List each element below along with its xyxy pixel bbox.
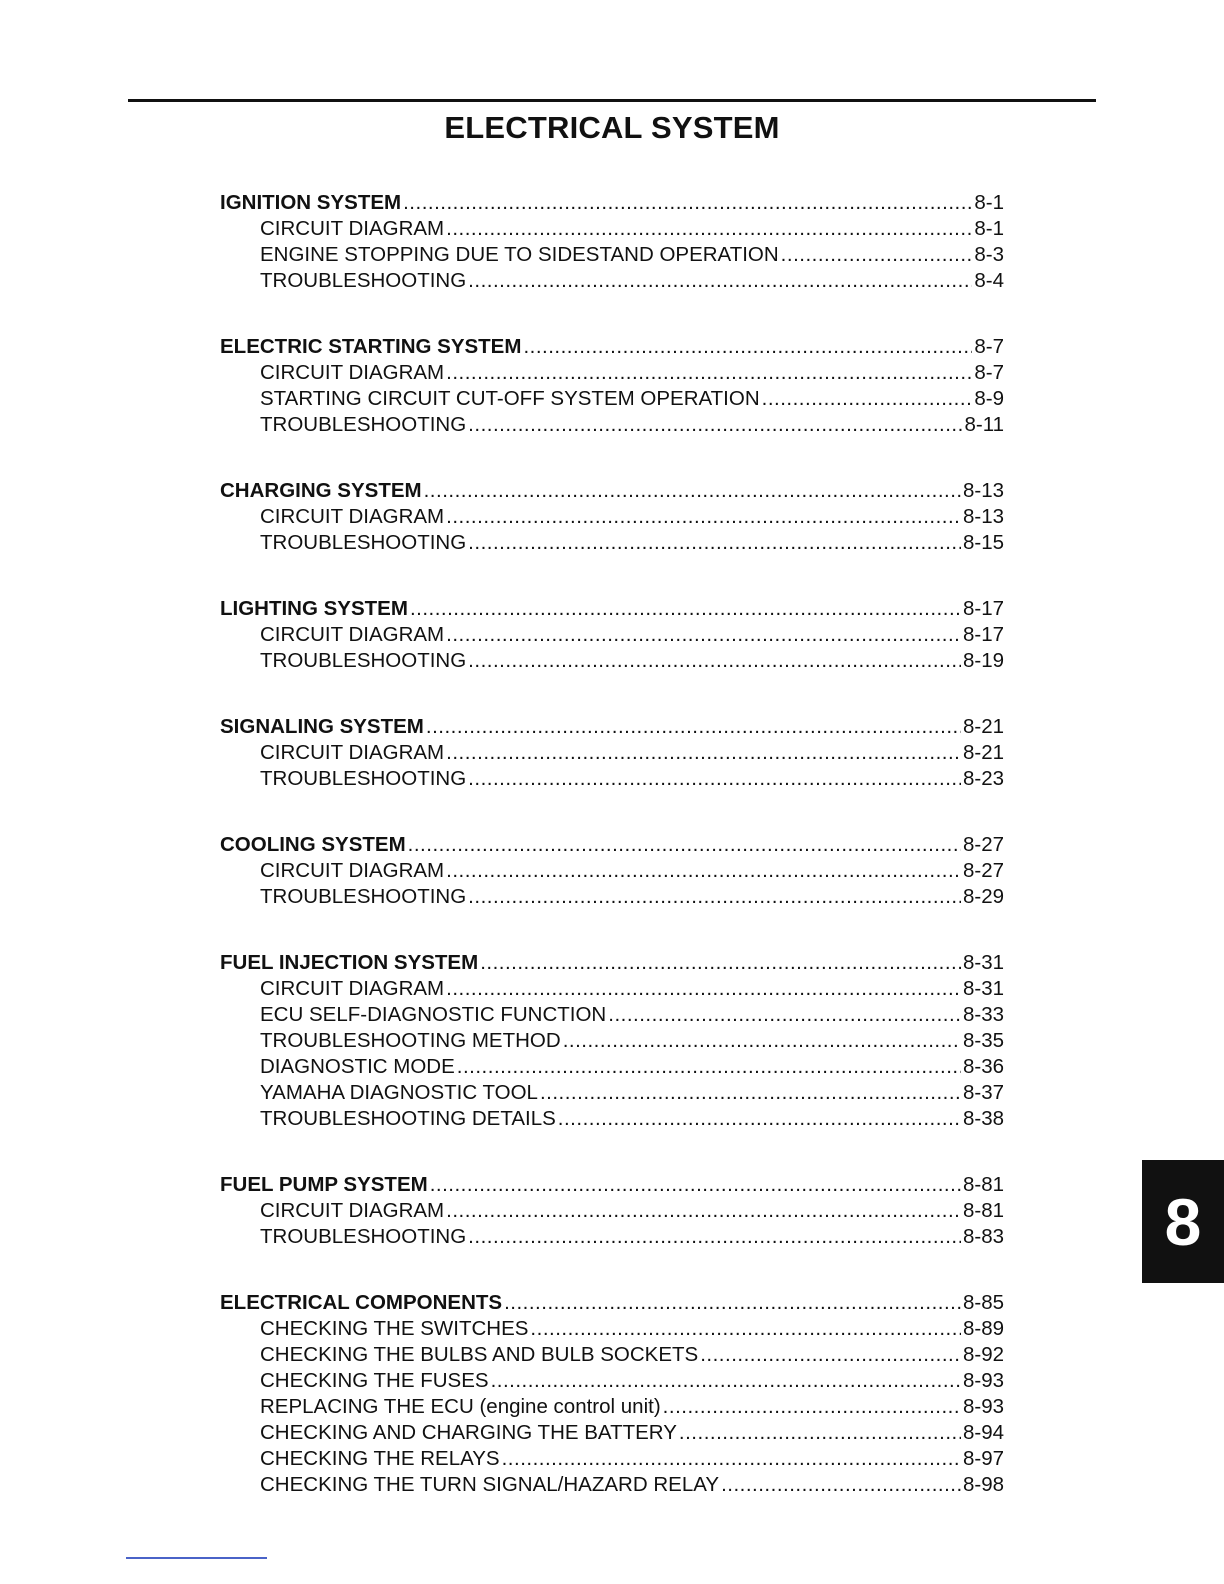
dot-leader <box>721 1472 961 1498</box>
toc-entry-label: ECU SELF-DIAGNOSTIC FUNCTION <box>260 1003 607 1026</box>
toc-entry-label: CHECKING AND CHARGING THE BATTERY <box>260 1421 677 1444</box>
toc-heading-label: SIGNALING SYSTEM <box>220 715 424 738</box>
toc-entry-label: CIRCUIT DIAGRAM <box>260 623 445 646</box>
toc-page-number: 8-13 <box>962 505 1004 528</box>
dot-leader <box>663 1394 961 1420</box>
toc-sub-entry[interactable] <box>220 622 1004 648</box>
toc-entry-label: CHECKING THE FUSES <box>260 1369 489 1392</box>
toc-page-number: 8-19 <box>962 649 1004 672</box>
dot-leader <box>468 648 961 674</box>
toc-sub-entry[interactable] <box>220 1028 1004 1054</box>
toc-page-number: 8-7 <box>974 335 1004 358</box>
dot-leader <box>608 1002 961 1028</box>
toc-heading-entry[interactable] <box>220 1172 1004 1198</box>
page-title: ELECTRICAL SYSTEM <box>444 110 780 145</box>
toc-page-number: 8-1 <box>974 217 1004 240</box>
dot-leader <box>426 714 961 740</box>
toc-entry-label: CIRCUIT DIAGRAM <box>260 1199 445 1222</box>
dot-leader <box>446 740 961 766</box>
toc-entry-label: CHECKING THE RELAYS <box>260 1447 500 1470</box>
dot-leader <box>762 386 973 412</box>
toc-sub-entry[interactable] <box>220 740 1004 766</box>
toc-entry-label: TROUBLESHOOTING METHOD <box>260 1029 561 1052</box>
toc-page-number: 8-98 <box>962 1473 1004 1496</box>
toc-heading-entry[interactable] <box>220 596 1004 622</box>
toc-entry-label: CHECKING THE TURN SIGNAL/HAZARD RELAY <box>260 1473 720 1496</box>
toc-page-number: 8-81 <box>962 1173 1004 1196</box>
toc-page-number: 8-85 <box>962 1291 1004 1314</box>
toc-section <box>220 334 1004 438</box>
dot-leader <box>468 530 961 556</box>
dot-leader <box>502 1446 961 1472</box>
table-of-contents <box>220 190 1004 1538</box>
toc-page-number: 8-36 <box>962 1055 1004 1078</box>
toc-sub-entry[interactable] <box>220 1106 1004 1132</box>
toc-sub-entry[interactable] <box>220 1368 1004 1394</box>
toc-sub-entry[interactable] <box>220 386 1004 412</box>
dot-leader <box>446 976 961 1002</box>
dot-leader <box>408 832 961 858</box>
toc-page-number: 8-94 <box>962 1421 1004 1444</box>
chapter-tab[interactable]: 8 <box>1142 1160 1224 1283</box>
toc-page-number: 8-17 <box>962 623 1004 646</box>
toc-page-number: 8-1 <box>974 191 1004 214</box>
toc-entry-label: CIRCUIT DIAGRAM <box>260 859 445 882</box>
dot-leader <box>410 596 961 622</box>
toc-sub-entry[interactable] <box>220 1002 1004 1028</box>
toc-sub-entry[interactable] <box>220 1316 1004 1342</box>
dot-leader <box>468 766 961 792</box>
toc-heading-entry[interactable] <box>220 1290 1004 1316</box>
toc-section <box>220 832 1004 910</box>
toc-heading-entry[interactable] <box>220 714 1004 740</box>
toc-sub-entry[interactable] <box>220 1420 1004 1446</box>
toc-page-number: 8-29 <box>962 885 1004 908</box>
toc-entry-label: YAMAHA DIAGNOSTIC TOOL <box>260 1081 538 1104</box>
toc-page-number: 8-15 <box>962 531 1004 554</box>
dot-leader <box>504 1290 961 1316</box>
toc-sub-entry[interactable] <box>220 216 1004 242</box>
toc-section <box>220 478 1004 556</box>
toc-page-number: 8-9 <box>974 387 1004 410</box>
toc-page-number: 8-27 <box>962 859 1004 882</box>
dot-leader <box>480 950 961 976</box>
dot-leader <box>446 622 961 648</box>
toc-page-number: 8-37 <box>962 1081 1004 1104</box>
toc-entry-label: CIRCUIT DIAGRAM <box>260 741 445 764</box>
dot-leader <box>468 1224 961 1250</box>
dot-leader <box>540 1080 961 1106</box>
dot-leader <box>781 242 973 268</box>
toc-sub-entry[interactable] <box>220 1080 1004 1106</box>
toc-page-number: 8-21 <box>962 715 1004 738</box>
toc-page-number: 8-11 <box>964 413 1004 436</box>
toc-sub-entry[interactable] <box>220 648 1004 674</box>
toc-section <box>220 950 1004 1132</box>
toc-entry-label: CIRCUIT DIAGRAM <box>260 217 445 240</box>
toc-entry-label: TROUBLESHOOTING <box>260 413 467 436</box>
toc-sub-entry[interactable] <box>220 884 1004 910</box>
dot-leader <box>468 268 972 294</box>
toc-section <box>220 190 1004 294</box>
toc-page-number: 8-7 <box>974 361 1004 384</box>
toc-sub-entry[interactable] <box>220 1342 1004 1368</box>
dot-leader <box>403 190 972 216</box>
dot-leader <box>523 334 972 360</box>
toc-entry-label: TROUBLESHOOTING <box>260 885 467 908</box>
toc-heading-entry[interactable] <box>220 190 1004 216</box>
toc-entry-label: TROUBLESHOOTING <box>260 767 467 790</box>
toc-entry-label: ENGINE STOPPING DUE TO SIDESTAND OPERATION <box>260 243 779 266</box>
toc-sub-entry[interactable] <box>220 858 1004 884</box>
toc-page-number: 8-89 <box>962 1317 1004 1340</box>
toc-entry-label: STARTING CIRCUIT CUT-OFF SYSTEM OPERATION <box>260 387 760 410</box>
dot-leader <box>468 412 962 438</box>
toc-entry-label: CHECKING THE SWITCHES <box>260 1317 529 1340</box>
toc-entry-label: CIRCUIT DIAGRAM <box>260 361 445 384</box>
toc-sub-entry[interactable] <box>220 1446 1004 1472</box>
toc-page-number: 8-23 <box>962 767 1004 790</box>
toc-sub-entry[interactable] <box>220 268 1004 294</box>
dot-leader <box>424 478 961 504</box>
toc-entry-label: TROUBLESHOOTING <box>260 649 467 672</box>
toc-entry-label: CHECKING THE BULBS AND BULB SOCKETS <box>260 1343 699 1366</box>
toc-heading-label: CHARGING SYSTEM <box>220 479 422 502</box>
toc-sub-entry[interactable] <box>220 530 1004 556</box>
dot-leader <box>558 1106 961 1132</box>
toc-sub-entry[interactable] <box>220 412 1004 438</box>
toc-heading-entry[interactable] <box>220 832 1004 858</box>
toc-heading-label: ELECTRICAL COMPONENTS <box>220 1291 503 1314</box>
toc-page-number: 8-21 <box>962 741 1004 764</box>
dot-leader <box>700 1342 961 1368</box>
dot-leader <box>446 1198 961 1224</box>
top-rule <box>128 99 1096 102</box>
toc-sub-entry[interactable] <box>220 1198 1004 1224</box>
toc-heading-entry[interactable] <box>220 478 1004 504</box>
toc-page-number: 8-33 <box>962 1003 1004 1026</box>
toc-heading-label: ELECTRIC STARTING SYSTEM <box>220 335 522 358</box>
toc-section <box>220 714 1004 792</box>
toc-page-number: 8-3 <box>974 243 1004 266</box>
toc-heading-label: FUEL PUMP SYSTEM <box>220 1173 428 1196</box>
toc-heading-label: COOLING SYSTEM <box>220 833 406 856</box>
toc-page-number: 8-35 <box>962 1029 1004 1052</box>
dot-leader <box>446 216 972 242</box>
toc-sub-entry[interactable] <box>220 242 1004 268</box>
toc-page-number: 8-31 <box>962 977 1004 1000</box>
dot-leader <box>446 360 972 386</box>
toc-heading-entry[interactable] <box>220 334 1004 360</box>
toc-entry-label: TROUBLESHOOTING <box>260 1225 467 1248</box>
toc-entry-label: CIRCUIT DIAGRAM <box>260 505 445 528</box>
dot-leader <box>563 1028 961 1054</box>
toc-page-number: 8-27 <box>962 833 1004 856</box>
toc-sub-entry[interactable] <box>220 766 1004 792</box>
dot-leader <box>468 884 961 910</box>
toc-entry-label: TROUBLESHOOTING <box>260 269 467 292</box>
toc-entry-label: TROUBLESHOOTING DETAILS <box>260 1107 556 1130</box>
toc-page-number: 8-38 <box>962 1107 1004 1130</box>
dot-leader <box>530 1316 961 1342</box>
toc-page-number: 8-4 <box>974 269 1004 292</box>
toc-sub-entry[interactable] <box>220 504 1004 530</box>
toc-page-number: 8-93 <box>962 1395 1004 1418</box>
toc-page-number: 8-83 <box>962 1225 1004 1248</box>
dot-leader <box>446 504 961 530</box>
toc-heading-entry[interactable] <box>220 950 1004 976</box>
toc-entry-label: DIAGNOSTIC MODE <box>260 1055 455 1078</box>
toc-sub-entry[interactable] <box>220 1394 1004 1420</box>
toc-heading-label: LIGHTING SYSTEM <box>220 597 408 620</box>
dot-leader <box>430 1172 961 1198</box>
toc-sub-entry[interactable] <box>220 360 1004 386</box>
toc-section <box>220 1172 1004 1250</box>
dot-leader <box>457 1054 961 1080</box>
dot-leader <box>446 858 961 884</box>
toc-page-number: 8-31 <box>962 951 1004 974</box>
toc-entry-label: TROUBLESHOOTING <box>260 531 467 554</box>
toc-sub-entry[interactable] <box>220 1472 1004 1498</box>
toc-page-number: 8-13 <box>962 479 1004 502</box>
toc-page-number: 8-81 <box>962 1199 1004 1222</box>
toc-entry-label: CIRCUIT DIAGRAM <box>260 977 445 1000</box>
dot-leader <box>491 1368 961 1394</box>
toc-sub-entry[interactable] <box>220 1224 1004 1250</box>
toc-section <box>220 1290 1004 1498</box>
toc-page-number: 8-97 <box>962 1447 1004 1470</box>
toc-sub-entry[interactable] <box>220 976 1004 1002</box>
toc-section <box>220 596 1004 674</box>
toc-page-number: 8-92 <box>962 1343 1004 1366</box>
toc-heading-label: FUEL INJECTION SYSTEM <box>220 951 479 974</box>
toc-page-number: 8-17 <box>962 597 1004 620</box>
toc-sub-entry[interactable] <box>220 1054 1004 1080</box>
toc-heading-label: IGNITION SYSTEM <box>220 191 402 214</box>
bottom-link-underline <box>126 1557 267 1559</box>
dot-leader <box>679 1420 961 1446</box>
toc-entry-label: REPLACING THE ECU (engine control unit) <box>260 1395 661 1418</box>
toc-page-number: 8-93 <box>962 1369 1004 1392</box>
